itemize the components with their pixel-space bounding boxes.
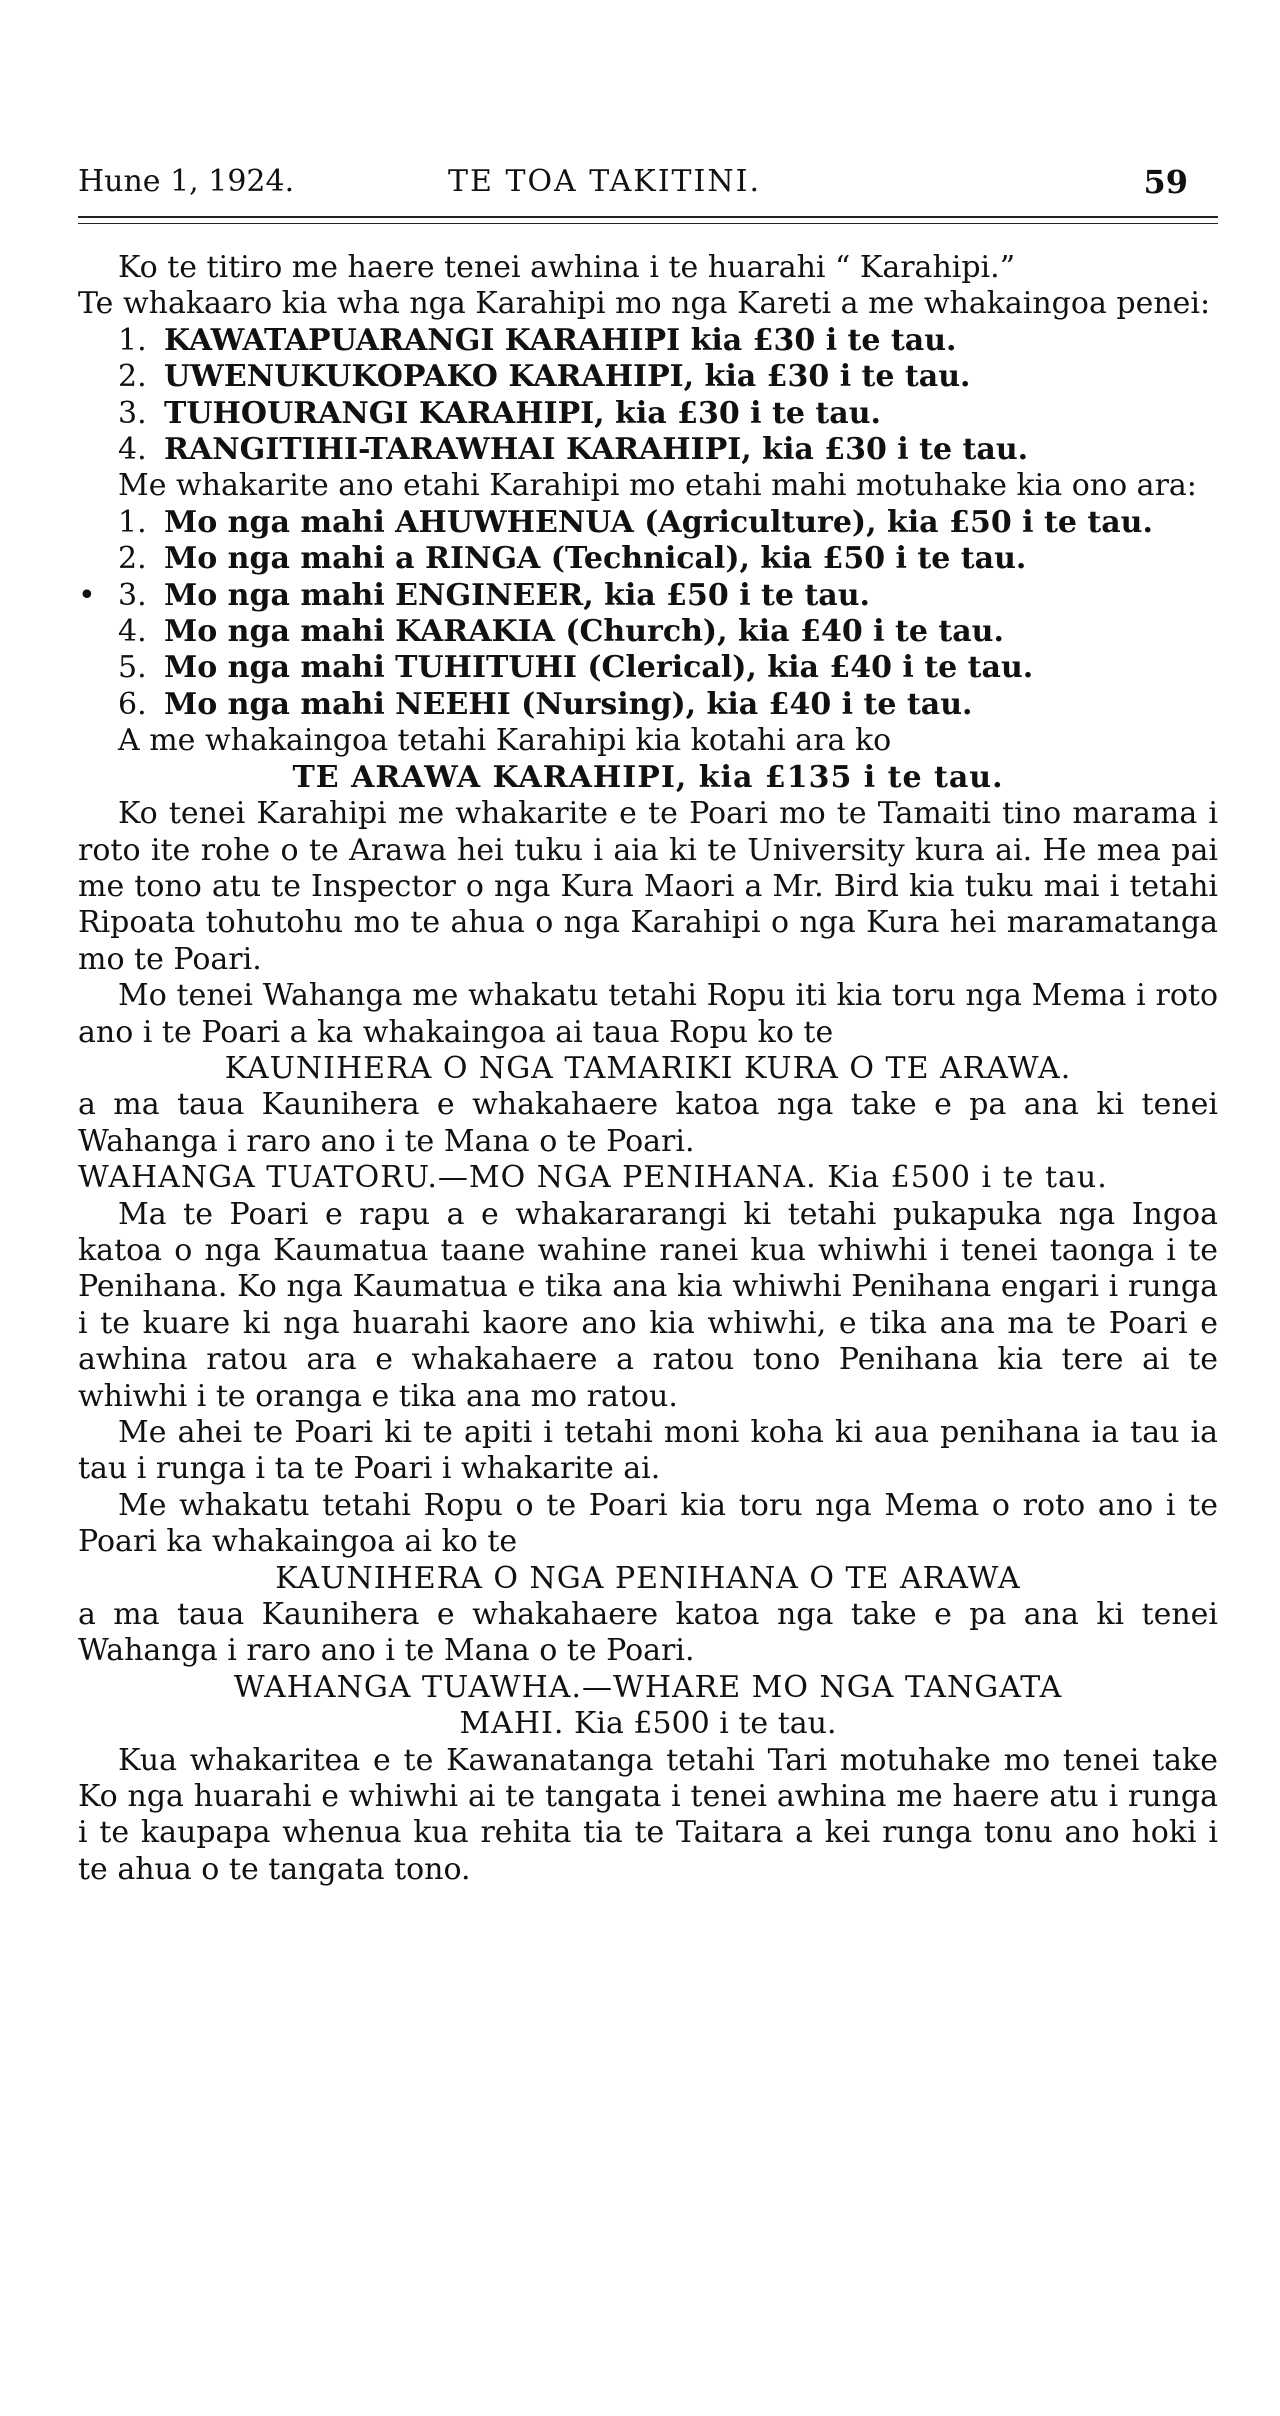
college-scholarship-list [78, 323, 1218, 469]
special-scholarship-list [78, 505, 1218, 723]
council-children-heading: KAUNIHERA O NGA TAMARIKI KURA O TE ARAWA. [224, 1050, 1072, 1086]
list-item: 3. TUHOURANGI KARAHIPI, kia £30 i te tau. [118, 395, 881, 431]
page-number: 59 [1143, 163, 1188, 201]
list-item: 2. UWENUKUKOPAKO KARAHIPI, kia £30 i te tau. [118, 359, 971, 395]
register-paragraph: Kua whakaritea e te Kawanatanga tetahi Tari motuhake mo tenei take Ko nga huarahi e whiwhi ai te tangata i tenei awhina me haere atu i runga i te kaupapa whenua kua rehita tia te Taitara a kei runga tonu ano hoki i te ahua o te tangata tono. [78, 1742, 1218, 1887]
pensions-paragraph: Ma te Poari e rapu a e whakararangi ki tetahi pukapuka nga Ingoa katoa o nga Kaumatua taane wahine ranei kua whiwhi i tenei taonga i te Penihana. Ko nga Kaumatua e tika ana kia whiwhi Penihana engari i runga i te kuare ki nga huarahi kaore ano kia whiwhi, e tika ana ma te Poari e awhina ratou ara e whakahaere a ratou tono Penihana kia tere ai te whiwhi i te oranga e tika ana mo ratou. [78, 1196, 1218, 1414]
arawa-scholarship-intro: A me whakaingoa tetahi Karahipi kia kotahi ara ko [118, 723, 892, 759]
section-four-amount: Kia £500 i te tau. [573, 1706, 837, 1742]
section-four-heading: WAHANGA TUAWHA.—WHARE MO NGA TANGATA [233, 1669, 1063, 1705]
council-children-paragraph: a ma taua Kaunihera e whakahaere katoa nga take e pa ana ki tenei Wahanga i raro ano i te Mana o te Poari. [78, 1087, 1218, 1159]
header-rule [78, 216, 1218, 218]
list-item: 2. Mo nga mahi a RINGA (Technical), kia £50 i te tau. [118, 541, 1027, 577]
council-pensions-heading: KAUNIHERA O NGA PENIHANA O TE ARAWA [275, 1560, 1021, 1596]
running-header [78, 150, 1218, 214]
special-scholarships-intro: Me whakarite ano etahi Karahipi mo etahi mahi motuhake kia ono ara: [118, 468, 1197, 504]
header-title: TE TOA TAKITINI. [448, 164, 762, 199]
board-paragraph: Ko tenei Karahipi me whakarite e te Poari mo te Tamaiti tino marama i roto ite rohe o te Arawa hei tuku i aia ki te University kura ai. He mea pai me tono atu te Inspector o nga Kura Maori a Mr. Bird kia tuku mai i tetahi Ripoata tohutohu mo te ahua o nga Karahipi o nga Kura hei maramatanga mo te Poari. [78, 796, 1218, 977]
intro-paragraph: Ko te titiro me haere tenei awhina i te huarahi “ Karahipi.” [118, 250, 1016, 285]
list-item: 1. KAWATAPUARANGI KARAHIPI kia £30 i te tau. [118, 322, 957, 358]
pension-supplement-paragraph: Me ahei te Poari ki te apiti i tetahi moni koha ki aua penihana ia tau ia tau i runga i ta te Poari i whakarite ai. [78, 1415, 1218, 1487]
list-item: 1. Mo nga mahi AHUWHENUA (Agriculture), kia £50 i te tau. [118, 504, 1153, 540]
section-four-heading-2: MAHI. Kia £500 i te tau. [459, 1706, 837, 1742]
list-item: 4. RANGITIHI-TARAWHAI KARAHIPI, kia £30 i te tau. [118, 432, 1029, 468]
stray-dot: • [78, 577, 96, 613]
header-rule-thin [78, 223, 1218, 224]
section-three-amount: Kia £500 i te tau. [827, 1160, 1108, 1196]
page [78, 150, 1218, 1888]
list-item: • 3. Mo nga mahi ENGINEER, kia £50 i te tau. [78, 577, 870, 613]
article-body [78, 250, 1218, 1888]
arawa-scholarship-line: TE ARAWA KARAHIPI, kia £135 i te tau. [292, 759, 1004, 795]
list-item: 4. Mo nga mahi KARAKIA (Church), kia £40 i te tau. [118, 614, 1004, 650]
intro-paragraph-2: Te whakaaro kia wha nga Karahipi mo nga Kareti a me whakaingoa penei: [78, 286, 1211, 322]
list-item: 6. Mo nga mahi NEEHI (Nursing), kia £40 i te tau. [118, 686, 973, 722]
list-item: 5. Mo nga mahi TUHITUHI (Clerical), kia £40 i te tau. [118, 650, 1034, 686]
header-date: Hune 1, 1924. [78, 164, 295, 199]
section-three-heading: WAHANGA TUATORU.—MO NGA PENIHANA. Kia £500 i te tau. [78, 1160, 1108, 1196]
committee2-paragraph: Me whakatu tetahi Ropu o te Poari kia toru nga Mema o roto ano i te Poari ka whakaingoa ai ko te [78, 1487, 1218, 1560]
council-pensions-paragraph: a ma taua Kaunihera e whakahaere katoa nga take e pa ana ki tenei Wahanga i raro ano i te Mana o te Poari. [78, 1597, 1218, 1669]
committee-paragraph: Mo tenei Wahanga me whakatu tetahi Ropu iti kia toru nga Mema i roto ano i te Poari a ka whakaingoa ai taua Ropu ko te [78, 978, 1218, 1050]
